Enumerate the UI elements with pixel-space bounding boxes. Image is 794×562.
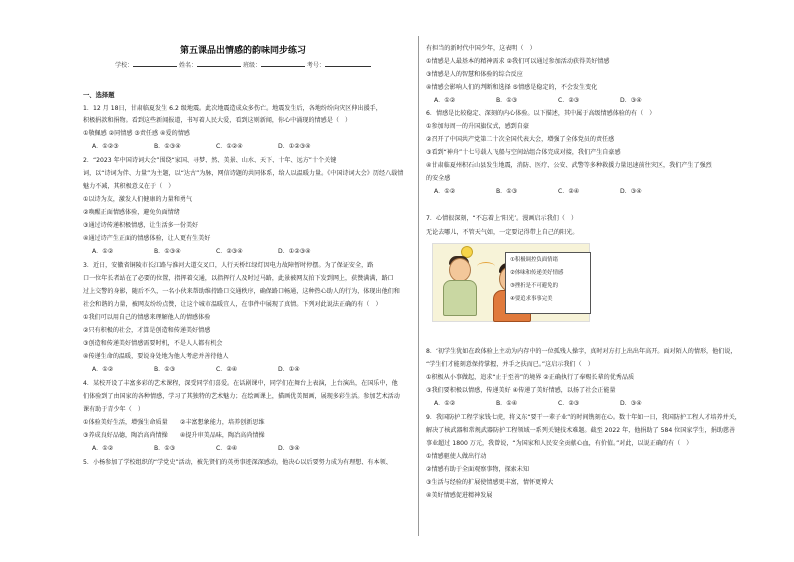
q3-stem-2: 口一位年长者站在了必要的位置，指挥着交通，以指挥行人及时过马路，此景被网友拍下发到网上，获赞满满，路口 (83, 275, 394, 282)
q2-choice-1: ①以诗为友，激发人们健康的力量和勇气 (83, 196, 193, 203)
q3-stem-3: 过上交警的身影，随后不久，一名小伙来帮助维持路口交通秩序，确保路口畅通，这种热心助人的行为，体现出他们和 (83, 288, 400, 295)
boy-face-icon (449, 258, 471, 282)
q5-option-a[interactable]: A．①② (434, 97, 456, 104)
name-blank[interactable] (197, 61, 241, 67)
q1-option-a[interactable]: A．①②③ (92, 143, 119, 150)
q5-option-c[interactable]: C．②③ (558, 97, 580, 104)
class-label: 班级： (242, 62, 261, 69)
q2-option-c[interactable]: C．②③④ (216, 248, 243, 255)
q1-option-b[interactable]: B．①③④ (154, 143, 181, 150)
q2-option-a[interactable]: A．①② (92, 248, 114, 255)
page-title: 第五课品出情感的韵味同步练习 (179, 46, 306, 56)
q9-choice-4: ④美好情感促进精神发展 (426, 492, 493, 499)
q9-stem-1: 9．我国防护工程学家钱七虎，将义东“要干一辈子业”的时间镌刻在心。数十年如一日，我国防护工程人才培养并关， (426, 414, 741, 421)
name-label: 姓名： (179, 62, 198, 69)
q9-choice-2: ②情感有助于全面观察事物，探索未知 (426, 466, 529, 473)
q9-choice-1: ①情感驱使人做出行动 (426, 453, 487, 460)
exam-no-label: 考号： (306, 62, 325, 69)
q2-choice-4: ④通过诗产生正面的情感体验，让人更有生美好 (83, 235, 211, 242)
q9-stem-3: 事业超过 1800 万元，我曾说，“为国家和人民安全贡献心血，有价值。”对此，以说正确的有（ ） (426, 440, 693, 447)
q8-options (434, 398, 682, 407)
q8-option-d[interactable]: D．③④ (620, 400, 642, 407)
q1-option-c[interactable]: C．①②④ (216, 143, 243, 150)
q2-stem-2: 词，以“诗词为伴、力量”为主题，以“达古”为脉，网信诗题的共同体系，给人以温暖力量。《中国诗词大会》历经八载情 (83, 170, 404, 177)
q4-choice-1: ①体验美好生活，增强生命质量 ②丰富想象能力，培养创新思维 (83, 419, 265, 426)
q3-choice-3: ③创造和传递美好情感需要时机，不是人人都有机会 (83, 340, 223, 347)
q3-option-d[interactable]: D．①④ (278, 366, 300, 373)
section-title: 一、选择题 (83, 92, 115, 99)
q1-options (92, 141, 340, 150)
q4-option-c[interactable]: C．②④ (216, 445, 238, 452)
q2-option-b[interactable]: B．①③④ (154, 248, 181, 255)
q6-choice-4: ④甘肃临夏州积石山县发生地震，消防、医疗、公安、武警等多种救援力量迅速前往灾区，我们产生了强烈 (426, 162, 712, 169)
q4-option-b[interactable]: B．①③ (154, 445, 176, 452)
cartoon-option-4: ④要追求事事完美 (510, 296, 553, 302)
q3-choice-4: ④传递生命的温暖，要说身处地为他人考虑并善待他人 (83, 353, 229, 360)
class-blank[interactable] (261, 61, 305, 67)
q1-option-d[interactable]: D．①②③④ (278, 143, 311, 150)
q4-stem-1: 4．某校开设了丰富多彩的艺术课程，深受同学们喜爱。在话剧课中，同学们在舞台上表演，上台演出，在国乐中，他 (83, 380, 398, 387)
q5-choice-3: ④情感会影响人们的判断和选择 ⑤情感是稳定的，不会发生变化 (426, 84, 598, 91)
student-info-line (83, 60, 403, 69)
q4-choice-2: ③养成良好品德，陶冶高尚情操 ④提升审美品味，陶冶高尚情操 (83, 432, 265, 439)
q8-choice-2: ③我们要积极以情感，传递美好 ④传递了美好情感，以扬了社会正能量 (426, 387, 616, 394)
q8-option-b[interactable]: B．①④ (496, 400, 518, 407)
q4-option-d[interactable]: D．③④ (278, 445, 300, 452)
q6-stem: 6．情感是比较稳定、深刻的内心体验。以下描述，其中属于高级情感体验的有（ ） (426, 110, 656, 117)
exam-no-blank[interactable] (325, 61, 371, 67)
q5-option-b[interactable]: B．①③ (496, 97, 518, 104)
q5-stem-1: 5．小杨参加了学校组织的“学党史”活动，被先贤们的英勇事迹深深感动，他决心以后要努力成为有理想、有本领、 (83, 459, 392, 466)
q5-choice-2: ③情感是人的智慧和体验的综合反应 (426, 71, 523, 78)
q8-stem-2: “学生们才能刻意保持掌握，并手之扶而已。”这启示我们（ ） (426, 361, 594, 368)
cartoon-option-1: ①积极调控负面情绪 (510, 257, 558, 263)
q6-choice-3: ③看到“神舟”十七号载人飞船与空间站组合体完成对接，我们产生自豪感 (426, 149, 621, 156)
q6-choice-1: ①参加每周一的升国旗仪式，感到自豪 (426, 123, 529, 130)
arrow-icon (477, 262, 495, 271)
q3-stem-1: 3．近日，安徽省铜陵市长江路与淮河大道交叉口，人行天桥红绿灯因电力故障暂时停摆。为了保证安全，路 (83, 262, 374, 269)
q3-option-a[interactable]: A．①② (92, 366, 114, 373)
cartoon-option-3: ③挫折是不可避免的 (510, 283, 558, 289)
q3-option-c[interactable]: C．②④ (216, 366, 238, 373)
cartoon-option-2: ②体味和传递美好情感 (510, 270, 564, 276)
q8-option-a[interactable]: A．①② (434, 400, 456, 407)
q6-choice-2: ②召开了中国共产党第二十次全国代表大会，增强了全体党员的责任感 (426, 136, 615, 143)
column-divider (418, 36, 419, 536)
q1-stem-2: 积极捐款和捐物。看到这些新闻报道，书写着人民大爱，看到这则新闻，你心中涌现的情感是（ ） (83, 117, 352, 124)
q6-choice-4b: 的安全感 (426, 175, 451, 182)
q3-option-b[interactable]: B．①③ (154, 366, 176, 373)
q2-choice-3: ③通过诗传递积极情感，让生活多一份美好 (83, 222, 199, 229)
q6-option-b[interactable]: B．①③ (496, 188, 518, 195)
q3-choice-2: ②只有积极的社会，才算是创造和传递美好情感 (83, 327, 211, 334)
q6-option-a[interactable]: A．①② (434, 188, 456, 195)
school-label: 学校： (115, 62, 134, 69)
q5-option-d[interactable]: D．③④ (620, 97, 642, 104)
q3-options (92, 364, 340, 373)
q2-stem-3: 魅力不减，其积极意义在于（ ） (83, 183, 175, 190)
q6-options (434, 186, 682, 195)
q4-option-a[interactable]: A．①② (92, 445, 114, 452)
q7-caption: 无论去哪儿，不管天气如，一定要记得带上自己的阳光。 (426, 229, 579, 236)
q5-options (434, 95, 682, 104)
q2-option-d[interactable]: D．①②③④ (278, 248, 311, 255)
q2-choice-2: ②唤醒正面情感体验，避免负面情绪 (83, 209, 180, 216)
boy-body-icon (443, 280, 477, 316)
q1-stem-1: 1．12 月 18日，甘肃临夏发生 6.2 级地震。此次地震造成众多伤亡。地震发生后，各地纷纷向灾区伸出援手， (83, 105, 382, 112)
q5-choice-1: ①情感是人最基本的精神需求 ②我们可以通过参加活动获得美好情感 (426, 58, 610, 65)
q1-choices: ①敬佩感 ②同情感 ③责任感 ④爱的情感 (83, 130, 190, 137)
cartoon-option-list (505, 252, 591, 314)
q8-choice-1: ①积极从小事做起，追求“止于至善”的境界 ②正确执行了奉赐长辈的优秀品质 (426, 374, 635, 381)
q6-option-c[interactable]: C．②④ (558, 188, 580, 195)
school-blank[interactable] (133, 61, 177, 67)
q4-options (92, 443, 340, 452)
q9-choice-3: ③生活与经验的扩展使情感更丰富，情怀更博大 (426, 479, 554, 486)
q4-stem-3: 课有助于青少年（ ） (83, 406, 144, 413)
q7-stem: 7．心情很深刻，“不忘着上‘阳光’。漫画启示我们（ ） (426, 215, 578, 222)
q3-stem-4: 社会和谐的力量，被网友纷纷点赞，让这个城市温暖宜人，在事件中展现了真情。下列对此说法正确的有（ ） (83, 301, 382, 308)
q8-option-c[interactable]: C．②③ (558, 400, 580, 407)
q9-stem-2: 解决了核武器和常规武器防护工程领域一系列关键技术难题。截至 2022 年，他捐助了 584 位国家学生，捐助慈善 (426, 427, 736, 434)
q5-stem-2: 有担当的新时代中国少年，这表明（ ） (426, 45, 536, 52)
q3-choice-1: ①我们可以用自己的情感来理解他人的情感体验 (83, 314, 211, 321)
q8-stem-1: 8．‘初学生犹如在政体验上主动为内存中的一位孤残人操字，真时对方打上出出年高开。面对陌人的情形，他们说， (426, 348, 737, 355)
q2-stem-1: 2．“2023 年中国诗词大会”围绕“家国、寻梦、然、美景、山水、天下、十年、远方”十个关键 (83, 157, 337, 164)
q4-stem-2: 们体验到了由国家的各种情感，学习了其独特的艺术魅力；在绘画课上，描画优美图画，展现多彩生活。参加艺术活动 (83, 393, 400, 400)
q6-option-d[interactable]: D．③④ (620, 188, 642, 195)
q2-options (92, 246, 340, 255)
